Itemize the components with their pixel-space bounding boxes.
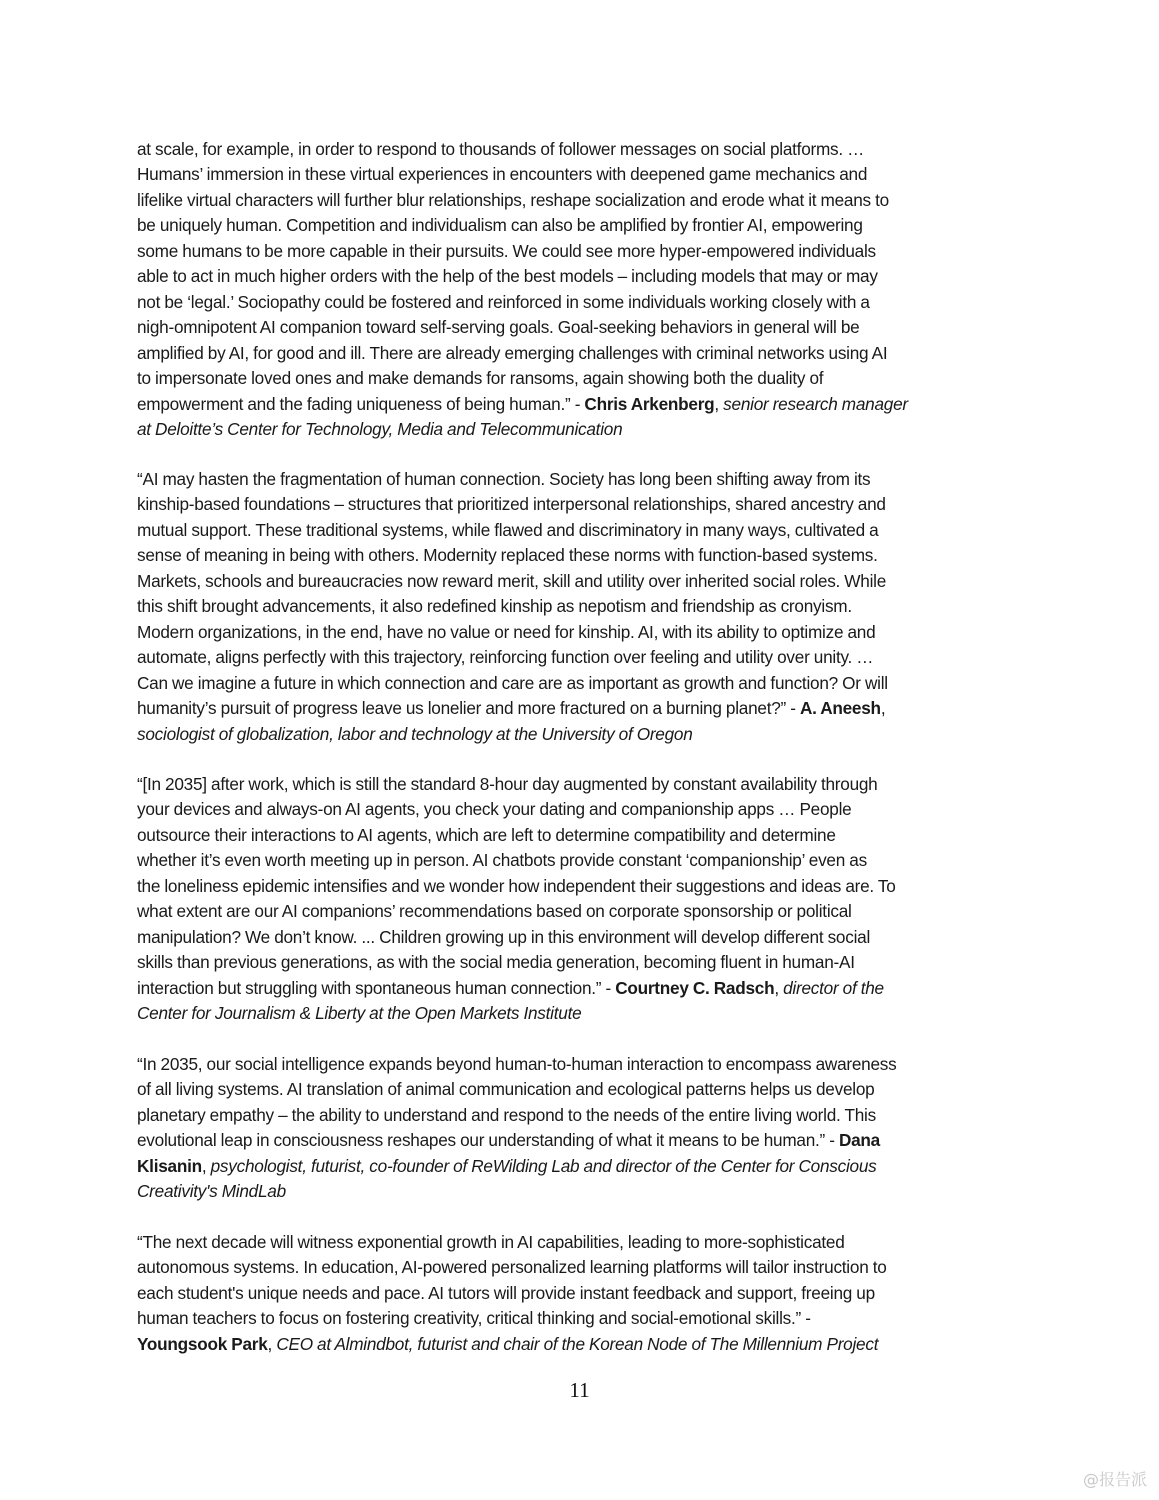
text-line: automate, aligns perfectly with this trajectory, reinforcing function over feeling and utility over unity. … [137,647,874,668]
attribution-line-continued: Klisanin, psychologist, futurist, co-founder of ReWilding Lab and director of the Center for Conscious [137,1155,877,1176]
text-line: kinship-based foundations – structures that prioritized interpersonal relationships, shared ancestry and [137,494,886,515]
quote-paragraph-klisanin [137,1052,1037,1205]
text-line: “In 2035, our social intelligence expands beyond human-to-human interaction to encompass awareness [137,1054,897,1074]
text-line: manipulation? We don’t know. ... Children growing up in this environment will develop different social [137,926,871,947]
text-line: amplified by AI, for good and ill. There are already emerging challenges with criminal networks using AI [137,342,888,363]
quote-end-text: interaction but struggling with spontaneous human connection.” - [137,977,616,998]
text-line: Markets, schools and bureaucracies now reward merit, skill and utility over inherited social roles. While [137,570,887,591]
author-name: Youngsook Park [137,1333,268,1354]
text-line: skills than previous generations, as with the social media generation, becoming fluent in human-AI [137,952,855,973]
text-line: “[In 2035] after work, which is still the standard 8-hour day augmented by constant availability through [137,774,878,794]
text-line: whether it’s even worth meeting up in person. AI chatbots provide constant ‘companionship’ even as [137,850,867,871]
text-line: be uniquely human. Competition and individualism can also be amplified by frontier AI, empowering [137,215,863,236]
attribution-line: empowerment and the fading uniqueness of being human.” - Chris Arkenberg, senior research manager [137,393,908,414]
attribution-line: humanity’s pursuit of progress leave us lonelier and more fractured on a burning planet?” - A. Aneesh, [137,698,886,719]
author-role: director of the [783,977,884,998]
text-line: “AI may hasten the fragmentation of human connection. Society has long been shifting away from its [137,469,871,489]
text-line: Modern organizations, in the end, have no value or need for kinship. AI, with its ability to optimize and [137,621,876,642]
page-number: 11 [569,1378,590,1402]
author-role-continued: Center for Journalism & Liberty at the Open Markets Institute [137,1003,582,1024]
author-name: Courtney C. Radsch [615,977,775,998]
author-name-continued: Klisanin [137,1155,202,1176]
text-line: human teachers to focus on fostering creativity, critical thinking and social-emotional skills.” - [137,1308,811,1329]
author-name: Dana [838,1130,880,1151]
text-line: the loneliness epidemic intensifies and we wonder how independent their suggestions and ideas are. To [137,875,896,896]
quote-paragraph-park [137,1230,1037,1357]
quote-end-text: evolutional leap in consciousness reshapes our understanding of what it means to be human.” - [137,1130,839,1151]
text-line: nigh-omnipotent AI companion toward self-serving goals. Goal-seeking behaviors in general will be [137,317,860,338]
author-role: psychologist, futurist, co-founder of ReWilding Lab and director of the Center for Conscious [210,1155,877,1176]
text-line: outsource their interactions to AI agents, which are left to determine compatibility and determine [137,824,836,845]
watermark: @报告派 [1082,1470,1147,1489]
text-line: planetary empathy – the ability to understand and respond to the needs of the entire living world. This [137,1104,876,1125]
quote-paragraph-arkenberg [137,137,1037,442]
author-role: CEO at Almindbot, futurist and chair of the Korean Node of The Millennium Project [276,1333,879,1354]
author-name: Chris Arkenberg [584,393,715,414]
quote-paragraph-radsch [137,772,1037,1027]
text-line: some humans to be more capable in their pursuits. We could see more hyper-empowered individuals [137,240,876,261]
quote-end-text: empowerment and the fading uniqueness of being human.” - [137,393,585,414]
text-line: to impersonate loved ones and make demands for ransoms, again showing both the duality of [137,368,824,389]
attribution-line: interaction but struggling with spontaneous human connection.” - Courtney C. Radsch, director of the [137,977,884,998]
text-line: “The next decade will witness exponential growth in AI capabilities, leading to more-sophisticated [137,1232,845,1252]
author-role-continued: at Deloitte’s Center for Technology, Media and Telecommunication [137,418,623,439]
attribution-line [137,1128,1037,1153]
text-line: what extent are our AI companions’ recommendations based on corporate sponsorship or political [137,901,852,922]
text-line: able to act in much higher orders with the help of the best models – including models that may or may [137,266,878,287]
text-line: this shift brought advancements, it also redefined kinship as nepotism and friendship as cronyism. [137,596,852,617]
text-line: sense of meaning in being with others. Modernity replaced these norms with function-based systems. [137,545,878,566]
author-role-continued: Creativity's MindLab [137,1181,286,1202]
text-line: Can we imagine a future in which connection and care are as important as growth and function? Or will [137,672,888,693]
text-line: not be ‘legal.’ Sociopathy could be fostered and reinforced in some individuals working closely with a [137,291,870,312]
text-line: your devices and always-on AI agents, you check your dating and companionship apps … People [137,799,852,820]
text-line: autonomous systems. In education, AI-powered personalized learning platforms will tailor instruction to [137,1257,887,1278]
text-line: Humans’ immersion in these virtual experiences in encounters with deepened game mechanics and [137,164,868,185]
text-line: lifelike virtual characters will further blur relationships, reshape socialization and erode what it means to [137,189,889,210]
attribution-line: Youngsook Park, CEO at Almindbot, futurist and chair of the Korean Node of The Millennium Project [137,1333,879,1354]
quote-end-text: humanity’s pursuit of progress leave us lonelier and more fractured on a burning planet?” - [137,698,800,719]
author-role-continued: sociologist of globalization, labor and technology at the University of Oregon [137,723,693,744]
text-line: at scale, for example, in order to respond to thousands of follower messages on social platforms. … [137,139,865,159]
text-line: mutual support. These traditional systems, while flawed and discriminatory in many ways, cultivated a [137,519,879,540]
text-line: each student's unique needs and pace. AI tutors will provide instant feedback and support, freeing up [137,1282,875,1303]
text-line: of all living systems. AI translation of animal communication and ecological patterns helps us develop [137,1079,875,1100]
author-role: senior research manager [723,393,908,414]
author-name: A. Aneesh [799,698,881,719]
quote-paragraph-aneesh [137,467,1037,747]
